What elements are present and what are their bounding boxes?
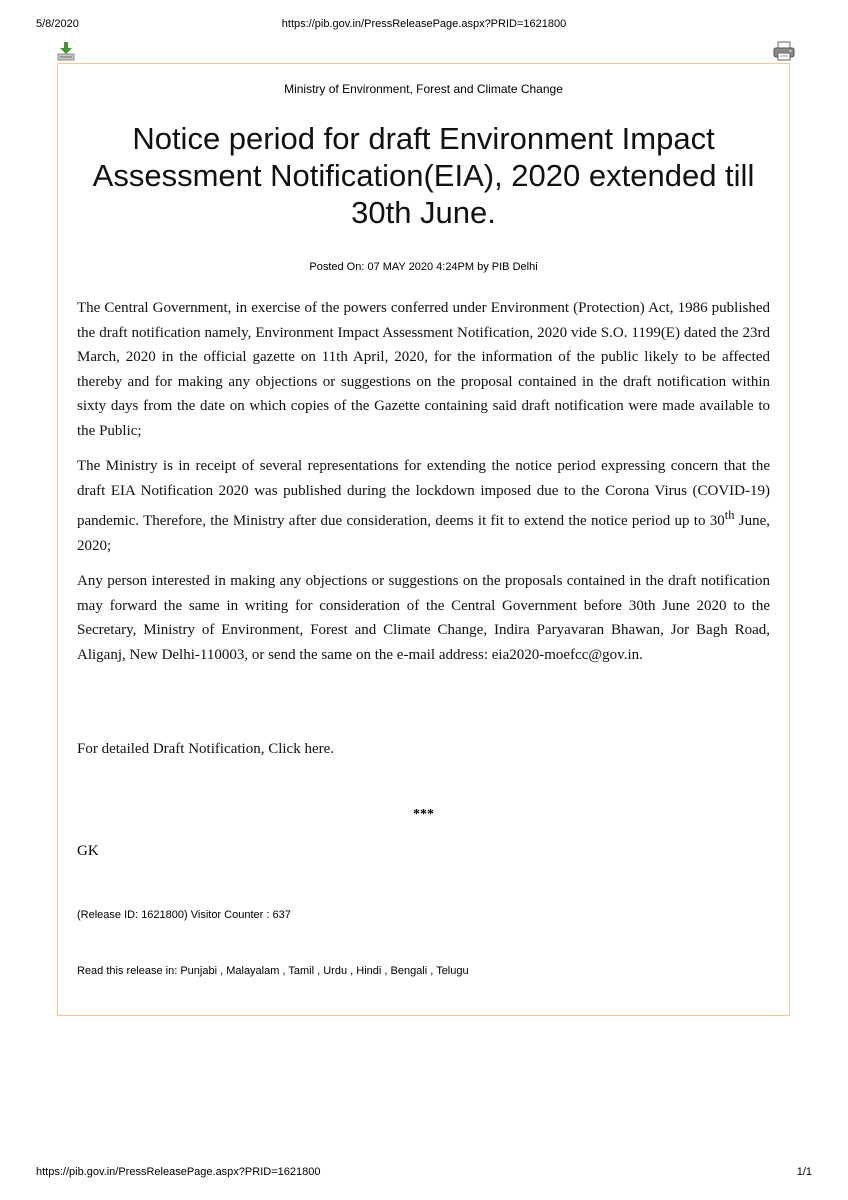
signoff-initials: GK <box>77 843 99 859</box>
lang-link-telugu[interactable]: Telugu <box>436 965 469 977</box>
print-header <box>36 18 812 34</box>
lang-separator: , <box>347 965 357 977</box>
posted-on: Posted On: 07 MAY 2020 4:24PM by PIB Delhi <box>309 261 538 273</box>
lang-separator: , <box>217 965 227 977</box>
lang-link-malayalam[interactable]: Malayalam <box>226 965 280 977</box>
lang-link-bengali[interactable]: Bengali <box>390 965 428 977</box>
print-footer <box>36 1166 812 1180</box>
release-id-counter: (Release ID: 1621800) Visitor Counter : 637 <box>77 909 291 921</box>
release-body <box>77 296 770 678</box>
paragraph-2-tail: June, 2020; <box>77 513 770 554</box>
ministry-name: Ministry of Environment, Forest and Climate Change <box>284 82 563 96</box>
lang-link-urdu[interactable]: Urdu <box>323 965 348 977</box>
lang-link-hindi[interactable]: Hindi <box>356 965 382 977</box>
paragraph-2-text: The Ministry is in receipt of several representations for extending the notice period expressing concern that the draft EIA Notification 2020 was published during the lockdown imposed due to the Corona Virus (COVID-19) pandemic. Therefore, the Ministry after due consideration, deems it fit to extend the notice period up to 30 <box>77 458 770 529</box>
lang-separator: , <box>314 965 324 977</box>
paragraph-1: The Central Government, in exercise of the powers conferred under Environment (Protection) Act, 1986 published the draft notification namely, Environment Impact Assessment Notification, 2020 vide S.O. 1199(E) dated the 23rd March, 2020 in the official gazette on 11th April, 2020, for the information of the public likely to be affected thereby and for making any objections or suggestions on the proposal contained in the draft notification within sixty days from the date on which copies of the Gazette containing said draft notification were made available to the Public; <box>77 300 770 439</box>
paragraph-3: Any person interested in making any objections or suggestions on the proposals contained in the draft notification may forward the same in writing for consideration of the Central Government before 30th June 2020 to the Secretary, Ministry of Environment, Forest and Climate Change, Indira Paryavaran Bhawan, Jor Bagh Road, Aliganj, New Delhi-110003, or send the same on the e-mail address: eia2020-moefcc@gov.in. <box>77 573 770 663</box>
lang-separator: , <box>279 965 289 977</box>
paragraph-2 <box>77 454 770 558</box>
page-number: 1/1 <box>796 1166 812 1178</box>
separator-stars: *** <box>413 807 434 822</box>
lang-link-tamil[interactable]: Tamil <box>288 965 315 977</box>
print-url: https://pib.gov.in/PressReleasePage.aspx?PRID=1621800 <box>281 18 567 30</box>
detailed-notification-link[interactable]: For detailed Draft Notification, Click here. <box>77 741 334 757</box>
lang-separator: , <box>427 965 437 977</box>
language-links <box>77 965 469 977</box>
print-date: 5/8/2020 <box>36 18 79 30</box>
page-title: Notice period for draft Environment Impact Assessment Notification(EIA), 2020 extended till 30th June. <box>92 121 755 230</box>
press-release-card <box>57 63 790 1016</box>
paragraph-2-superscript: th <box>724 508 735 522</box>
footer-url: https://pib.gov.in/PressReleasePage.aspx?PRID=1621800 <box>36 1166 321 1178</box>
printer-icon[interactable] <box>772 40 796 62</box>
lang-separator: , <box>381 965 391 977</box>
read-label: Read this release in: <box>77 965 181 977</box>
download-icon[interactable] <box>55 40 77 62</box>
lang-link-punjabi[interactable]: Punjabi <box>180 965 218 977</box>
